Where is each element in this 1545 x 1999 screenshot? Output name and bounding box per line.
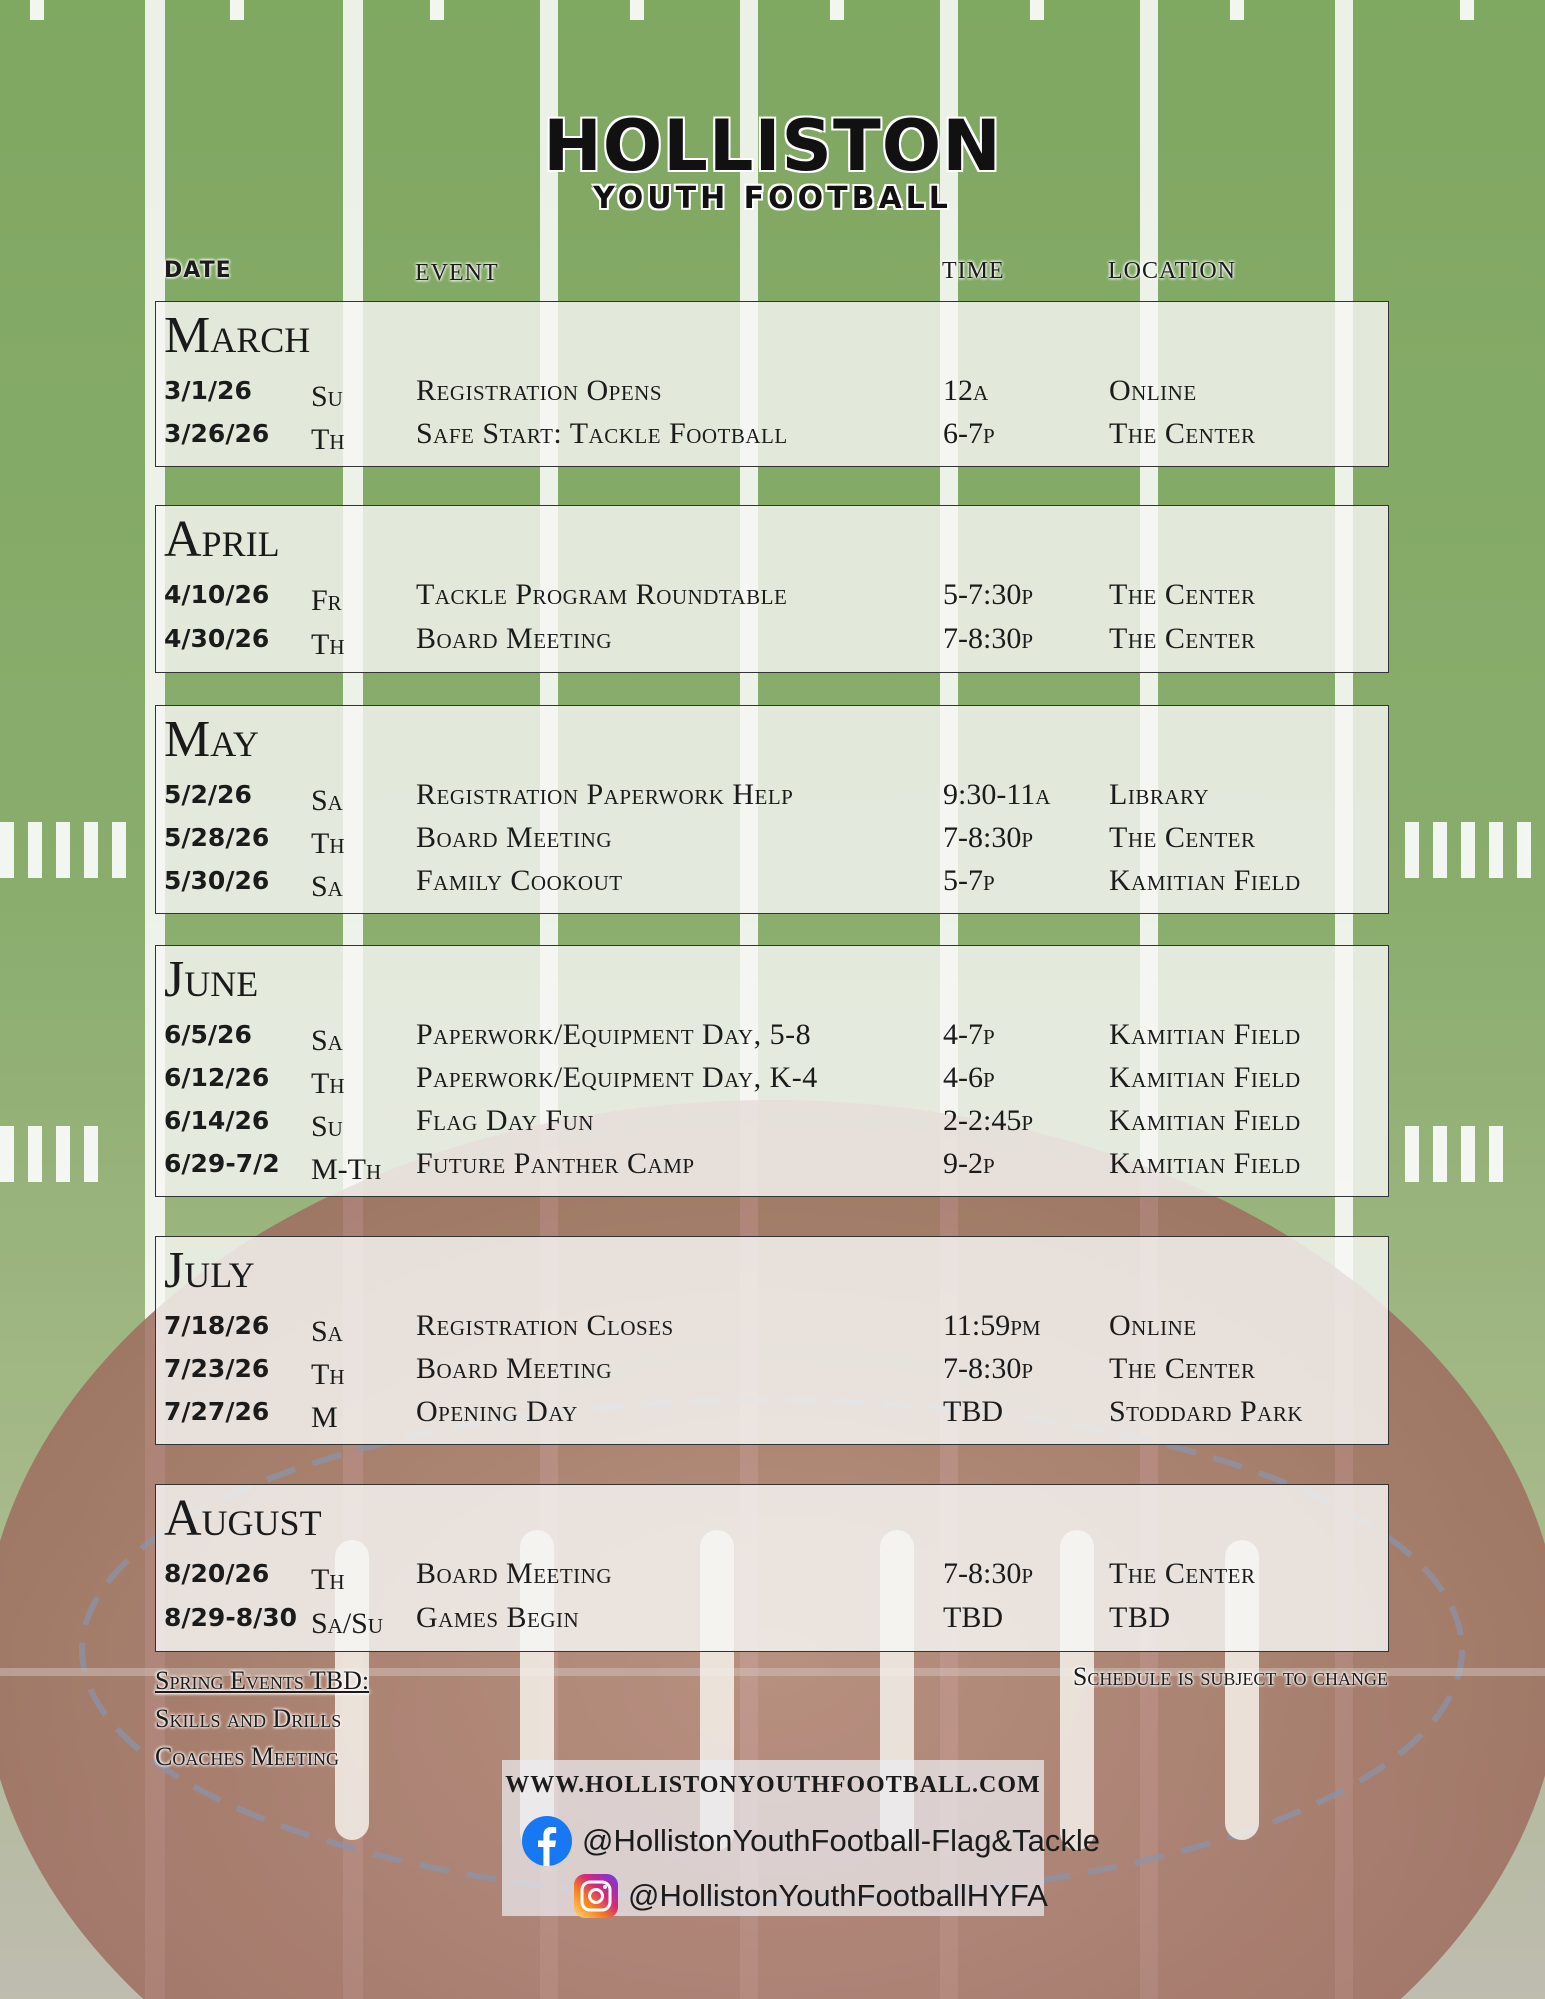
event-name: Family Cookout	[416, 864, 623, 897]
month-section	[155, 301, 1389, 467]
event-name: Paperwork/Equipment Day, 5-8	[416, 1018, 812, 1051]
event-time: 9-2p	[943, 1147, 995, 1180]
contact-box	[502, 1760, 1100, 1916]
event-day: Th	[311, 827, 345, 860]
event-time: 12a	[943, 374, 989, 407]
logo-subtitle: YOUTH FOOTBALL	[593, 181, 952, 216]
month-name: March	[164, 307, 311, 364]
event-date: 8/20/26	[164, 1559, 270, 1588]
event-location: The Center	[1109, 578, 1256, 611]
header-event: EVENT	[415, 260, 499, 286]
event-location: Kamitian Field	[1109, 1147, 1301, 1180]
event-date: 6/12/26	[164, 1063, 270, 1092]
event-time: 4-6p	[943, 1061, 995, 1094]
event-location: Online	[1109, 1309, 1197, 1342]
event-date: 5/30/26	[164, 866, 270, 895]
event-location: Kamitian Field	[1109, 1018, 1301, 1051]
event-time: 5-7p	[943, 864, 995, 897]
event-day: Th	[311, 1358, 345, 1391]
event-day: Sa	[311, 870, 343, 903]
event-date: 6/14/26	[164, 1106, 270, 1135]
event-name: Board Meeting	[416, 1352, 612, 1385]
event-time: 7-8:30p	[943, 1352, 1034, 1385]
event-row	[156, 1352, 1388, 1392]
event-row	[156, 1557, 1388, 1597]
event-day: Sa/Su	[311, 1607, 384, 1640]
event-time: 11:59pm	[943, 1309, 1041, 1342]
event-row	[156, 622, 1388, 662]
event-day: Sa	[311, 1315, 343, 1348]
event-location: The Center	[1109, 821, 1256, 854]
event-location: Kamitian Field	[1109, 1061, 1301, 1094]
event-location: The Center	[1109, 1352, 1256, 1385]
event-name: Registration Opens	[416, 374, 663, 407]
event-day: M-Th	[311, 1153, 382, 1186]
event-time: 7-8:30p	[943, 622, 1034, 655]
event-time: 9:30-11a	[943, 778, 1051, 811]
event-row	[156, 1309, 1388, 1349]
event-date: 7/23/26	[164, 1354, 270, 1383]
event-date: 4/30/26	[164, 624, 270, 653]
event-day: Th	[311, 1563, 345, 1596]
event-day: Su	[311, 1110, 343, 1143]
spring-events-note	[155, 1662, 369, 1776]
event-name: Paperwork/Equipment Day, K-4	[416, 1061, 818, 1094]
logo-title: HOLLISTON	[543, 105, 1002, 187]
event-name: Registration Closes	[416, 1309, 674, 1342]
holliston-logo	[0, 105, 1545, 216]
instagram-handle[interactable]	[574, 1874, 1048, 1918]
event-day: Th	[311, 628, 345, 661]
event-name: Board Meeting	[416, 622, 612, 655]
event-row	[156, 1147, 1388, 1187]
event-day: Th	[311, 423, 345, 456]
event-row	[156, 1018, 1388, 1058]
month-name: June	[164, 951, 259, 1008]
instagram-icon	[574, 1874, 618, 1918]
event-time: 4-7p	[943, 1018, 995, 1051]
month-section	[155, 1484, 1389, 1652]
event-name: Registration Paperwork Help	[416, 778, 794, 811]
event-date: 5/28/26	[164, 823, 270, 852]
event-location: TBD	[1109, 1601, 1171, 1634]
instagram-handle-text: @HollistonYouthFootballHYFA	[628, 1878, 1048, 1913]
event-row	[156, 1395, 1388, 1435]
event-day: Th	[311, 1067, 345, 1100]
event-location: Kamitian Field	[1109, 1104, 1301, 1137]
facebook-icon	[522, 1816, 572, 1866]
event-location: Online	[1109, 374, 1197, 407]
event-time: 2-2:45p	[943, 1104, 1034, 1137]
event-row	[156, 821, 1388, 861]
event-date: 3/1/26	[164, 376, 252, 405]
event-row	[156, 1061, 1388, 1101]
event-row	[156, 864, 1388, 904]
event-name: Flag Day Fun	[416, 1104, 594, 1137]
header-date: DATE	[164, 258, 232, 283]
event-name: Future Panther Camp	[416, 1147, 695, 1180]
event-row	[156, 1104, 1388, 1144]
event-day: Su	[311, 380, 343, 413]
event-location: Kamitian Field	[1109, 864, 1301, 897]
event-time: 7-8:30p	[943, 821, 1034, 854]
month-name: April	[164, 511, 280, 568]
month-name: May	[164, 711, 259, 768]
spring-event-item: Skills and Drills	[155, 1704, 342, 1733]
event-day: Fr	[311, 584, 342, 617]
event-date: 7/18/26	[164, 1311, 270, 1340]
event-date: 8/29-8/30	[164, 1603, 298, 1632]
event-row	[156, 778, 1388, 818]
website-link[interactable]: WWW.HOLLISTONYOUTHFOOTBALL.COM	[505, 1772, 1041, 1798]
event-location: The Center	[1109, 1557, 1256, 1590]
event-location: The Center	[1109, 622, 1256, 655]
event-name: Games Begin	[416, 1601, 580, 1634]
event-date: 3/26/26	[164, 419, 270, 448]
event-date: 4/10/26	[164, 580, 270, 609]
event-name: Tackle Program Roundtable	[416, 578, 788, 611]
event-date: 6/5/26	[164, 1020, 252, 1049]
spring-events-title: Spring Events TBD:	[155, 1666, 370, 1695]
header-time: TIME	[942, 258, 1005, 284]
event-name: Board Meeting	[416, 821, 612, 854]
event-day: Sa	[311, 784, 343, 817]
event-time: 5-7:30p	[943, 578, 1034, 611]
facebook-handle[interactable]	[522, 1816, 1100, 1866]
month-section	[155, 1236, 1389, 1445]
event-row	[156, 417, 1388, 457]
month-section	[155, 705, 1389, 914]
event-time: TBD	[943, 1395, 1003, 1428]
event-time: TBD	[943, 1601, 1003, 1634]
event-date: 7/27/26	[164, 1397, 270, 1426]
event-name: Board Meeting	[416, 1557, 612, 1590]
facebook-handle-text: @HollistonYouthFootball-Flag&Tackle	[582, 1823, 1100, 1858]
event-name: Opening Day	[416, 1395, 578, 1428]
event-day: Sa	[311, 1024, 343, 1057]
event-date: 5/2/26	[164, 780, 252, 809]
month-section	[155, 945, 1389, 1197]
header-location: LOCATION	[1108, 258, 1236, 284]
event-day: M	[311, 1401, 338, 1434]
event-row	[156, 374, 1388, 414]
event-time: 7-8:30p	[943, 1557, 1034, 1590]
schedule-disclaimer: Schedule is subject to change	[1072, 1662, 1388, 1691]
month-name: July	[164, 1242, 255, 1299]
event-location: Stoddard Park	[1109, 1395, 1303, 1428]
event-location: Library	[1109, 778, 1210, 811]
event-date: 6/29-7/2	[164, 1149, 280, 1178]
spring-event-item: Coaches Meeting	[155, 1742, 339, 1771]
event-location: The Center	[1109, 417, 1256, 450]
event-time: 6-7p	[943, 417, 995, 450]
event-row	[156, 578, 1388, 618]
event-name: Safe Start: Tackle Football	[416, 417, 788, 450]
month-section	[155, 505, 1389, 673]
month-name: August	[164, 1490, 322, 1547]
event-row	[156, 1601, 1388, 1641]
